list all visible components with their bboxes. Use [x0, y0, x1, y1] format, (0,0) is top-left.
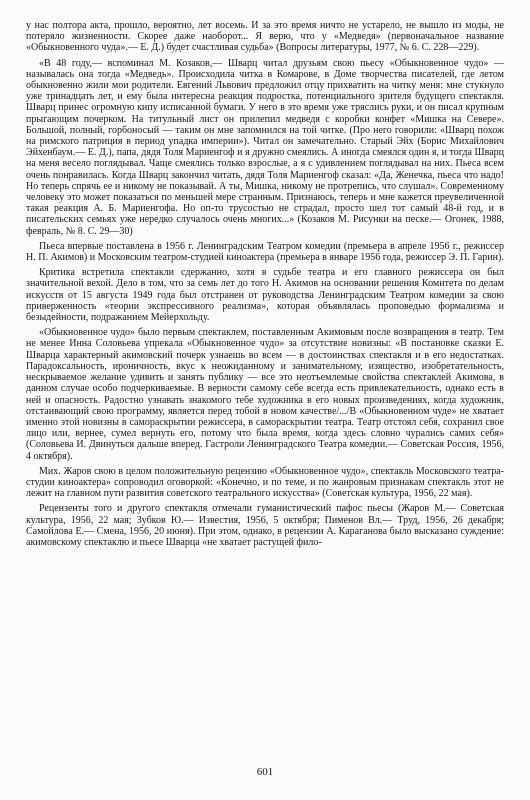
paragraph-2: «В 48 году,— вспоминал М. Козаков,— Шварц читал друзьям свою пьесу «Обыкновенное чудо» — называлась она тогда «Медведь». Происходила читка в Комарове, в Доме творчества писателей, где летом обыкновенно жили мои родители. Евгений Львович предложил отцу прихватить на читку меня: мне стукнуло уже тринадцать лет, и ему была интересна реакция подростка, потенциального зрителя будущего спектакля. Шварц принес огромную кипу исписанной бумаги. У него в это время уже тряслись руки, и он писал крупным прыгающим почерком. На титульный лист он прилепил медведя с коробки конфет «Мишка на Севере». Большой, полный, горбоносый — таким он мне запомнился на той читке. (Про него говорили: «Шварц похож на римского патриция в период упадка империи»). Читал он замечательно. Старый Эйх (Борис Михайлович Эйхенбаум.— Е. Д.), папа, дядя Толя Мариенгоф и я дружно смеялись. А иногда смеялся один я, и тогда Шварц на меня весело поглядывал. Чаще смеялись только взрослые, а я с удивлением поглядывал на них. Пьеса всем очень понравилась. Когда Шварц закончил читать, дядя Толя Мариенгоф сказал: «Да, Женечка, пьеса что надо! Но теперь спрячь ее и никому не показывай. А ты, Мишка, никому не протрепись, что слушал». Современному человеку это может показаться по меньшей мере странным. Признаюсь, теперь и мне кажется преувеличенной такая реакция А. Б. Мариенгофа. Но оп-то трусостью не страдал, просто шел тот самый 48-й год, и в писательских семьях уже нередко случалось очень многих...» (Козаков М. Рисунки на песке.— Огонек, 1988, февраль, № 8. С. 29—30) — [26, 57, 504, 237]
paragraph-6: Мих. Жаров свою в целом положительную рецензию «Обыкновенное чудо», спектакль Московского театра-студии киноактера» сопроводил оговоркой: «Конечно, и по теме, и по жанровым признакам спектакль этот не лежит на главном пути развития советского театрального искусства» (Советская культура, 1956, 22 мая). — [26, 465, 504, 500]
paragraph-4: Критика встретила спектакли сдержанно, хотя в судьбе театра и его главного режиссера он был значительной вехой. Дело в том, что за семь лет до того Н. Акимов на основании решения Комитета по делам искусств от 15 августа 1949 года был отстранен от руководства Ленинградским Театром комедии за свою приверженность «теории экспрессивного реализма», которая объявлялась проповедью формализма и безыдейности, подражанием Мейерхольду. — [26, 267, 504, 324]
body-text — [26, 20, 504, 552]
paragraph-5: «Обыкновенное чудо» было первым спектаклем, поставленным Акимовым после возвращения в театр. Тем не менее Инна Соловьева упрекала «Обыкновенное чудо» за отсутствие новизны: «В постановке сказки Е. Шварца характерный акимовский почерк узнаешь во всем — в достоинствах спектакля и в его недостатках. Парадоксальность, ироничность, вкус к неожиданному и занимательному, изящество, изобретательность, нескрываемое желание удивить и занять публику — все это неотъемлемые свойства спектаклей Акимова, в данном случае особо подчеркиваемые. В верности самому себе всегда есть привлекательность, однако есть в ней и опасность. Радостно узнавать знакомого тебе художника в его новых произведениях, когда художник, отстаивающий свою программу, является перед тобой в новом качестве/.../В «Обыкновенном чуде» не хватает именно этой новизны в самораскрытии режиссера, в самораскрытии театра. Театр отстоял себя, сохранил свое лицо или, вернее, сумел вернуть его, потому что была время, когда здесь словно чурались самих себя» (Соловьева И. Двинуться дальше вперед. Гастроли Ленинградского Театра комедии.— Советская Россия, 1956, 4 октября). — [26, 327, 504, 462]
paragraph-7: Рецензенты того и другого спектакля отмечали гуманистический пафос пьесы (Жаров М.— Советская культура, 1956, 22 мая; Зубков Ю.— Известия, 1956, 5 октября; Пименов Вл.— Труд, 1956, 26 декабря; Самойлова Е.— Смена, 1956, 20 июня). При этом, однако, в рецензии А. Караганова было высказано суждение: акимовскому спектаклю и пьесе Шварца «не хватает растущей фило- — [26, 503, 504, 548]
paragraph-3: Пьеса впервые поставлена в 1956 г. Ленинградским Театром комедии (премьера в апреле 1956 г., режиссер Н. П. Акимов) и Московским театром-студией киноактера (премьера в январе 1956 года, режиссер Э. П. Гарин). — [26, 240, 504, 264]
paragraph-1: у нас полтора акта, прошло, вероятно, лет восемь. И за это время ничто не устарело, не вышло из моды, не потеряло жизненности. Скорее даже наоборот... Я верю, что у «Медведя» (первоначальное название «Обыкновенного чуда».— Е. Д.) будет счастливая судьба» (Вопросы литературы, 1977, № 6. С. 228—229). — [26, 20, 504, 54]
page-number: 601 — [256, 766, 274, 778]
